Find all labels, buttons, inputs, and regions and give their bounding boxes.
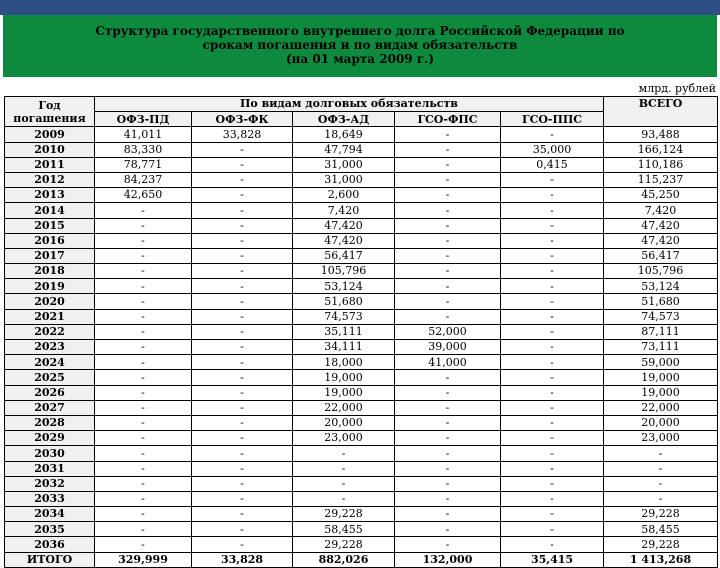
value-cell-ofz-ad: 47,420 xyxy=(293,218,395,233)
year-cell: 2021 xyxy=(5,309,95,324)
title-box xyxy=(3,15,717,77)
value-cell-total: - xyxy=(604,446,718,461)
value-cell-gso-pps: - xyxy=(501,461,604,476)
value-cell-gso-pps: - xyxy=(501,233,604,248)
year-cell: 2036 xyxy=(5,537,95,552)
value-cell-total: 19,000 xyxy=(604,370,718,385)
value-cell-ofz-pd: - xyxy=(95,446,192,461)
total-row xyxy=(5,552,718,567)
value-cell-gso-fps: - xyxy=(395,172,501,187)
year-cell: 2022 xyxy=(5,324,95,339)
top-bar xyxy=(0,0,720,15)
value-cell-gso-fps: - xyxy=(395,188,501,203)
value-cell-ofz-ad: 2,600 xyxy=(293,188,395,203)
table-row xyxy=(5,324,718,339)
value-cell-ofz-pd: - xyxy=(95,400,192,415)
value-cell-gso-fps: - xyxy=(395,279,501,294)
value-cell-ofz-ad: 19,000 xyxy=(293,370,395,385)
value-cell-ofz-pd: - xyxy=(95,431,192,446)
value-cell-gso-pps: - xyxy=(501,370,604,385)
year-cell: 2011 xyxy=(5,157,95,172)
value-cell-gso-pps: - xyxy=(501,324,604,339)
value-cell-ofz-fk: - xyxy=(192,233,293,248)
title-line-1: Структура государственного внутреннего долга Российской Федерации по xyxy=(95,24,625,38)
value-cell-gso-fps: - xyxy=(395,248,501,263)
value-cell-ofz-pd: - xyxy=(95,218,192,233)
header-type-gso-pps: ГСО-ППС xyxy=(501,112,604,127)
value-cell-gso-fps: 52,000 xyxy=(395,324,501,339)
year-cell: 2028 xyxy=(5,415,95,430)
value-cell-ofz-ad: 105,796 xyxy=(293,264,395,279)
year-cell: 2027 xyxy=(5,400,95,415)
value-cell-ofz-fk: - xyxy=(192,385,293,400)
value-cell-gso-fps: - xyxy=(395,431,501,446)
year-cell: 2032 xyxy=(5,476,95,491)
value-cell-total: 73,111 xyxy=(604,340,718,355)
table-row xyxy=(5,279,718,294)
value-cell-ofz-fk: - xyxy=(192,476,293,491)
value-cell-ofz-pd: - xyxy=(95,491,192,506)
value-cell-ofz-ad: 23,000 xyxy=(293,431,395,446)
value-cell-ofz-fk: - xyxy=(192,415,293,430)
year-cell: 2018 xyxy=(5,264,95,279)
value-cell-gso-pps: - xyxy=(501,522,604,537)
value-cell-gso-pps: - xyxy=(501,446,604,461)
value-cell-total: 105,796 xyxy=(604,264,718,279)
value-cell-total: 56,417 xyxy=(604,248,718,263)
value-cell-gso-fps: - xyxy=(395,127,501,142)
value-cell-gso-pps: 35,000 xyxy=(501,142,604,157)
value-cell-total: 7,420 xyxy=(604,203,718,218)
value-cell-ofz-ad: 51,680 xyxy=(293,294,395,309)
value-cell-total: - xyxy=(604,461,718,476)
total-cell-total: 1 413,268 xyxy=(604,552,718,567)
value-cell-ofz-pd: - xyxy=(95,233,192,248)
value-cell-ofz-ad: 56,417 xyxy=(293,248,395,263)
value-cell-ofz-fk: - xyxy=(192,507,293,522)
value-cell-ofz-fk: - xyxy=(192,188,293,203)
value-cell-gso-fps: - xyxy=(395,507,501,522)
value-cell-total: 115,237 xyxy=(604,172,718,187)
value-cell-gso-fps: - xyxy=(395,476,501,491)
value-cell-total: 22,000 xyxy=(604,400,718,415)
value-cell-gso-fps: - xyxy=(395,370,501,385)
title-line-2: срокам погашения и по видам обязательств xyxy=(202,38,518,52)
value-cell-ofz-fk: - xyxy=(192,279,293,294)
value-cell-gso-pps: - xyxy=(501,248,604,263)
value-cell-gso-pps: 0,415 xyxy=(501,157,604,172)
header-type-ofz-pd: ОФЗ-ПД xyxy=(95,112,192,127)
value-cell-ofz-ad: 53,124 xyxy=(293,279,395,294)
table-row xyxy=(5,461,718,476)
value-cell-ofz-fk: - xyxy=(192,218,293,233)
value-cell-gso-pps: - xyxy=(501,172,604,187)
value-cell-ofz-pd: - xyxy=(95,309,192,324)
value-cell-gso-pps: - xyxy=(501,400,604,415)
year-cell: 2015 xyxy=(5,218,95,233)
value-cell-gso-fps: - xyxy=(395,461,501,476)
year-cell: 2017 xyxy=(5,248,95,263)
value-cell-ofz-pd: - xyxy=(95,537,192,552)
value-cell-gso-pps: - xyxy=(501,340,604,355)
value-cell-ofz-ad: 29,228 xyxy=(293,507,395,522)
value-cell-gso-fps: - xyxy=(395,233,501,248)
value-cell-gso-pps: - xyxy=(501,264,604,279)
value-cell-total: 23,000 xyxy=(604,431,718,446)
value-cell-ofz-pd: - xyxy=(95,324,192,339)
header-group: По видам долговых обязательств xyxy=(95,97,604,112)
table-row xyxy=(5,340,718,355)
year-cell: 2029 xyxy=(5,431,95,446)
table-row xyxy=(5,172,718,187)
year-cell: 2013 xyxy=(5,188,95,203)
table-row xyxy=(5,188,718,203)
year-cell: 2009 xyxy=(5,127,95,142)
table-row xyxy=(5,507,718,522)
value-cell-ofz-pd: - xyxy=(95,522,192,537)
value-cell-gso-pps: - xyxy=(501,294,604,309)
year-cell: 2035 xyxy=(5,522,95,537)
value-cell-ofz-ad: 20,000 xyxy=(293,415,395,430)
value-cell-ofz-pd: - xyxy=(95,248,192,263)
value-cell-ofz-pd: 41,011 xyxy=(95,127,192,142)
value-cell-gso-pps: - xyxy=(501,355,604,370)
year-cell: 2034 xyxy=(5,507,95,522)
table-row xyxy=(5,491,718,506)
value-cell-ofz-fk: - xyxy=(192,431,293,446)
value-cell-total: 87,111 xyxy=(604,324,718,339)
value-cell-ofz-ad: 35,111 xyxy=(293,324,395,339)
value-cell-gso-fps: - xyxy=(395,218,501,233)
value-cell-gso-pps: - xyxy=(501,279,604,294)
table-row xyxy=(5,537,718,552)
value-cell-ofz-fk: - xyxy=(192,340,293,355)
value-cell-ofz-fk: - xyxy=(192,446,293,461)
value-cell-ofz-ad: 29,228 xyxy=(293,537,395,552)
value-cell-ofz-pd: - xyxy=(95,415,192,430)
value-cell-gso-fps: - xyxy=(395,264,501,279)
value-cell-ofz-pd: - xyxy=(95,294,192,309)
value-cell-gso-pps: - xyxy=(501,385,604,400)
value-cell-ofz-ad: - xyxy=(293,461,395,476)
value-cell-ofz-pd: - xyxy=(95,264,192,279)
header-type-ofz-fk: ОФЗ-ФК xyxy=(192,112,293,127)
value-cell-ofz-pd: - xyxy=(95,507,192,522)
value-cell-gso-fps: - xyxy=(395,491,501,506)
year-cell: 2023 xyxy=(5,340,95,355)
table-row xyxy=(5,127,718,142)
value-cell-ofz-ad: 18,000 xyxy=(293,355,395,370)
total-cell-gso-fps: 132,000 xyxy=(395,552,501,567)
table-row xyxy=(5,415,718,430)
value-cell-ofz-fk: - xyxy=(192,400,293,415)
value-cell-ofz-fk: - xyxy=(192,264,293,279)
table-row xyxy=(5,233,718,248)
value-cell-total: 47,420 xyxy=(604,233,718,248)
table-row xyxy=(5,355,718,370)
value-cell-ofz-ad: - xyxy=(293,446,395,461)
total-cell-ofz-fk: 33,828 xyxy=(192,552,293,567)
table-row xyxy=(5,264,718,279)
value-cell-ofz-pd: - xyxy=(95,370,192,385)
value-cell-ofz-pd: - xyxy=(95,203,192,218)
year-cell: 2010 xyxy=(5,142,95,157)
value-cell-total: 20,000 xyxy=(604,415,718,430)
value-cell-ofz-fk: - xyxy=(192,491,293,506)
value-cell-ofz-pd: - xyxy=(95,340,192,355)
table-row xyxy=(5,522,718,537)
header-year: Год погашения xyxy=(5,97,95,127)
value-cell-gso-fps: - xyxy=(395,203,501,218)
year-cell: 2031 xyxy=(5,461,95,476)
value-cell-gso-pps: - xyxy=(501,218,604,233)
year-cell: 2033 xyxy=(5,491,95,506)
table-row xyxy=(5,157,718,172)
value-cell-ofz-pd: 84,237 xyxy=(95,172,192,187)
value-cell-ofz-fk: - xyxy=(192,522,293,537)
value-cell-ofz-fk: - xyxy=(192,324,293,339)
year-cell: 2025 xyxy=(5,370,95,385)
year-cell: 2012 xyxy=(5,172,95,187)
value-cell-total: 58,455 xyxy=(604,522,718,537)
table-row xyxy=(5,203,718,218)
value-cell-total: - xyxy=(604,491,718,506)
header-total: ВСЕГО xyxy=(604,97,718,127)
value-cell-gso-pps: - xyxy=(501,507,604,522)
value-cell-ofz-ad: 74,573 xyxy=(293,309,395,324)
value-cell-ofz-fk: - xyxy=(192,172,293,187)
header-type-gso-fps: ГСО-ФПС xyxy=(395,112,501,127)
year-cell: 2026 xyxy=(5,385,95,400)
value-cell-ofz-fk: - xyxy=(192,461,293,476)
value-cell-gso-pps: - xyxy=(501,415,604,430)
value-cell-ofz-fk: - xyxy=(192,203,293,218)
value-cell-gso-fps: - xyxy=(395,294,501,309)
year-cell: 2030 xyxy=(5,446,95,461)
value-cell-gso-pps: - xyxy=(501,431,604,446)
year-cell: 2020 xyxy=(5,294,95,309)
table-row xyxy=(5,400,718,415)
value-cell-ofz-ad: - xyxy=(293,491,395,506)
value-cell-ofz-pd: - xyxy=(95,476,192,491)
value-cell-total: 166,124 xyxy=(604,142,718,157)
value-cell-gso-fps: - xyxy=(395,522,501,537)
value-cell-total: 59,000 xyxy=(604,355,718,370)
total-cell-ofz-pd: 329,999 xyxy=(95,552,192,567)
value-cell-ofz-ad: 19,000 xyxy=(293,385,395,400)
year-cell: 2019 xyxy=(5,279,95,294)
value-cell-gso-fps: - xyxy=(395,157,501,172)
total-cell-ofz-ad: 882,026 xyxy=(293,552,395,567)
value-cell-ofz-ad: 7,420 xyxy=(293,203,395,218)
unit-label: млрд. рублей xyxy=(638,82,716,95)
value-cell-ofz-pd: 78,771 xyxy=(95,157,192,172)
value-cell-ofz-pd: - xyxy=(95,279,192,294)
value-cell-ofz-ad: 47,420 xyxy=(293,233,395,248)
value-cell-ofz-fk: - xyxy=(192,537,293,552)
value-cell-gso-fps: - xyxy=(395,415,501,430)
table-row xyxy=(5,446,718,461)
value-cell-ofz-fk: - xyxy=(192,248,293,263)
total-label: ИТОГО xyxy=(5,552,95,567)
year-cell: 2024 xyxy=(5,355,95,370)
table-row xyxy=(5,294,718,309)
value-cell-ofz-fk: - xyxy=(192,355,293,370)
value-cell-gso-pps: - xyxy=(501,491,604,506)
value-cell-ofz-ad: 31,000 xyxy=(293,157,395,172)
value-cell-ofz-fk: - xyxy=(192,142,293,157)
value-cell-ofz-fk: - xyxy=(192,157,293,172)
value-cell-gso-fps: - xyxy=(395,309,501,324)
table-row xyxy=(5,309,718,324)
table-row xyxy=(5,431,718,446)
value-cell-ofz-pd: - xyxy=(95,355,192,370)
value-cell-gso-fps: - xyxy=(395,142,501,157)
value-cell-ofz-pd: - xyxy=(95,385,192,400)
value-cell-gso-pps: - xyxy=(501,127,604,142)
title-line-3: (на 01 марта 2009 г.) xyxy=(285,52,435,66)
value-cell-total: 110,186 xyxy=(604,157,718,172)
value-cell-gso-pps: - xyxy=(501,309,604,324)
value-cell-gso-pps: - xyxy=(501,203,604,218)
header-type-ofz-ad: ОФЗ-АД xyxy=(293,112,395,127)
value-cell-total: - xyxy=(604,476,718,491)
debt-table xyxy=(4,96,718,568)
table-row xyxy=(5,248,718,263)
value-cell-gso-fps: - xyxy=(395,446,501,461)
value-cell-total: 45,250 xyxy=(604,188,718,203)
table-row xyxy=(5,142,718,157)
value-cell-ofz-pd: - xyxy=(95,461,192,476)
value-cell-ofz-ad: 47,794 xyxy=(293,142,395,157)
value-cell-gso-fps: - xyxy=(395,400,501,415)
value-cell-gso-fps: - xyxy=(395,537,501,552)
value-cell-ofz-pd: 42,650 xyxy=(95,188,192,203)
value-cell-ofz-ad: 18,649 xyxy=(293,127,395,142)
value-cell-total: 51,680 xyxy=(604,294,718,309)
value-cell-gso-fps: - xyxy=(395,385,501,400)
table-row xyxy=(5,218,718,233)
year-cell: 2016 xyxy=(5,233,95,248)
value-cell-ofz-ad: - xyxy=(293,476,395,491)
value-cell-ofz-fk: - xyxy=(192,370,293,385)
value-cell-total: 74,573 xyxy=(604,309,718,324)
year-cell: 2014 xyxy=(5,203,95,218)
value-cell-gso-pps: - xyxy=(501,188,604,203)
value-cell-total: 93,488 xyxy=(604,127,718,142)
table-row xyxy=(5,476,718,491)
value-cell-gso-fps: 39,000 xyxy=(395,340,501,355)
value-cell-gso-pps: - xyxy=(501,537,604,552)
value-cell-ofz-fk: - xyxy=(192,309,293,324)
value-cell-total: 53,124 xyxy=(604,279,718,294)
total-cell-gso-pps: 35,415 xyxy=(501,552,604,567)
value-cell-ofz-ad: 34,111 xyxy=(293,340,395,355)
value-cell-ofz-ad: 31,000 xyxy=(293,172,395,187)
value-cell-total: 19,000 xyxy=(604,385,718,400)
value-cell-ofz-fk: - xyxy=(192,294,293,309)
value-cell-ofz-pd: 83,330 xyxy=(95,142,192,157)
value-cell-ofz-ad: 58,455 xyxy=(293,522,395,537)
table-row xyxy=(5,385,718,400)
value-cell-gso-fps: 41,000 xyxy=(395,355,501,370)
value-cell-total: 47,420 xyxy=(604,218,718,233)
value-cell-gso-pps: - xyxy=(501,476,604,491)
value-cell-total: 29,228 xyxy=(604,537,718,552)
value-cell-ofz-ad: 22,000 xyxy=(293,400,395,415)
value-cell-total: 29,228 xyxy=(604,507,718,522)
value-cell-ofz-fk: 33,828 xyxy=(192,127,293,142)
table-row xyxy=(5,370,718,385)
